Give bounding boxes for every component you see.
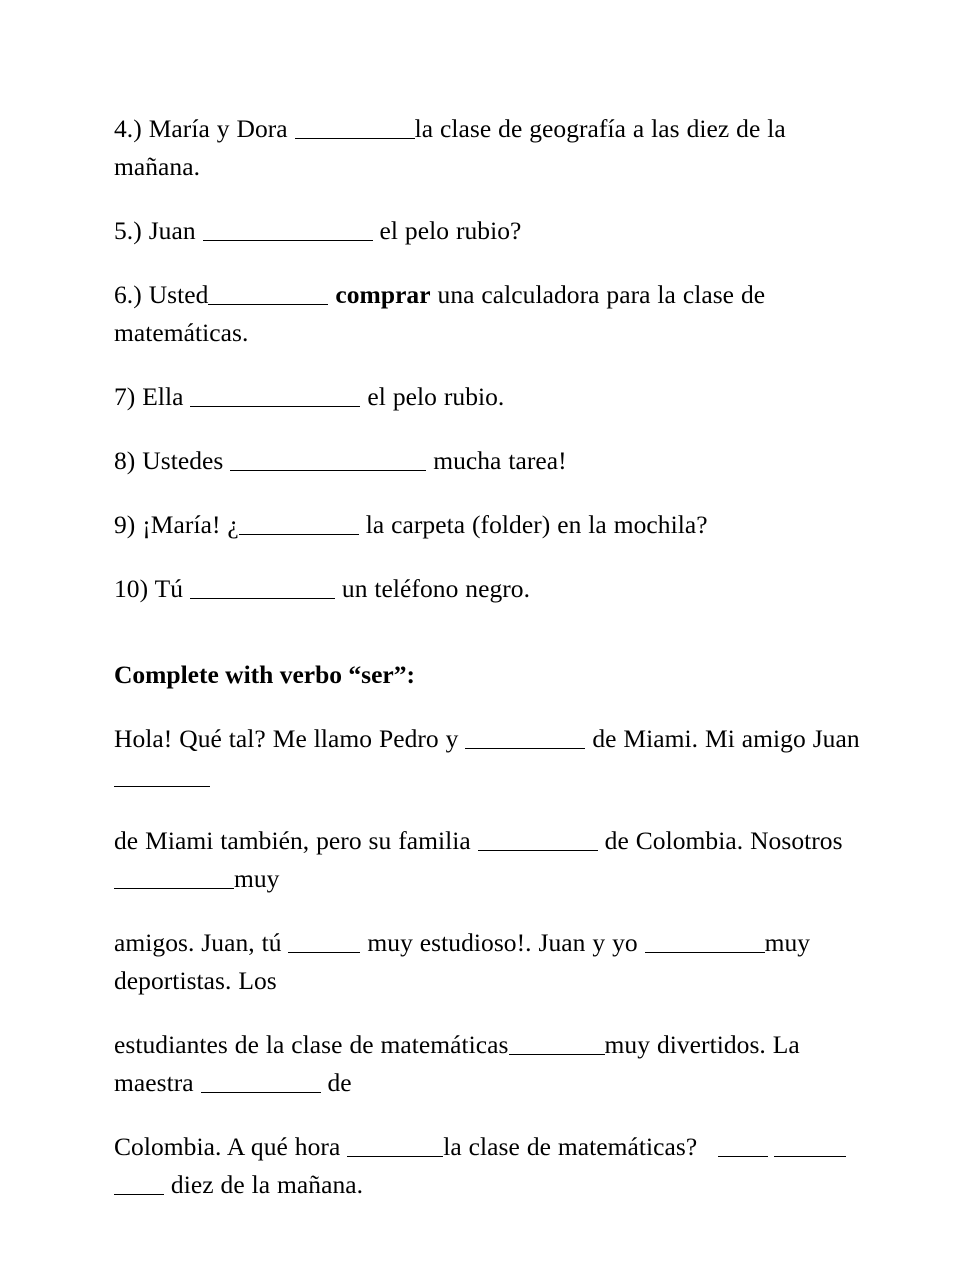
exercise-item-4 (114, 110, 866, 186)
document-body (114, 110, 866, 1204)
p2-text-c: muy (234, 864, 280, 893)
item-5-text-before: 5.) Juan (114, 216, 203, 245)
item-10-blank[interactable] (190, 574, 335, 598)
p1-text-b: de Miami. Mi amigo Juan (585, 724, 860, 753)
paragraph-line-4 (114, 1026, 866, 1102)
item-8-text-after: mucha tarea! (426, 446, 567, 475)
p2-text-b: de Colombia. Nosotros (597, 826, 843, 855)
item-10-text-after: un teléfono negro. (334, 574, 531, 603)
paragraph-line-5 (114, 1128, 866, 1204)
p4-blank-1[interactable] (509, 1030, 605, 1054)
section-heading-complete-with-ser: Complete with verbo “ser”: (114, 660, 415, 689)
p5-blank-2[interactable] (718, 1132, 768, 1156)
section-spacer (114, 634, 866, 656)
item-5-blank[interactable] (203, 216, 373, 240)
p2-blank-1[interactable] (478, 826, 598, 850)
paragraph-line-3 (114, 924, 866, 1000)
paragraph-line-1 (114, 720, 866, 796)
p4-text-a: estudiantes de la clase de matemáticas (114, 1030, 509, 1059)
p2-text-a: de Miami también, pero su familia (114, 826, 478, 855)
p1-blank-1[interactable] (465, 724, 585, 748)
item-9-text-after: la carpeta (folder) en la mochila? (358, 510, 708, 539)
item-4-text-before: 4.) María y Dora (114, 114, 295, 143)
exercise-item-6 (114, 276, 866, 352)
p3-text-c: muy deportistas. Los (114, 928, 811, 995)
p5-blank-1[interactable] (347, 1132, 443, 1156)
item-8-text-before: 8) Ustedes (114, 446, 231, 475)
item-4-blank[interactable] (295, 114, 415, 138)
p3-text-b: muy estudioso!. Juan y yo (360, 928, 645, 957)
item-9-text-before: 9) ¡María! ¿ (114, 510, 239, 539)
p4-blank-2[interactable] (201, 1068, 321, 1092)
item-4-text-after: la clase de geografía a las diez de la mañana. (114, 114, 786, 181)
p5-blank-3[interactable] (774, 1132, 846, 1156)
p5-blank-4[interactable] (114, 1170, 164, 1194)
p5-text-a: Colombia. A qué hora (114, 1132, 348, 1161)
item-6-verb-comprar: comprar (335, 280, 431, 309)
p3-blank-2[interactable] (645, 928, 765, 952)
item-5-text-after: el pelo rubio? (372, 216, 522, 245)
p3-text-a: amigos. Juan, tú (114, 928, 289, 957)
item-7-text-after: el pelo rubio. (360, 382, 505, 411)
item-6-text-before: 6.) Usted (114, 280, 209, 309)
exercise-item-7 (114, 378, 866, 416)
p1-text-a: Hola! Qué tal? Me llamo Pedro y (114, 724, 466, 753)
p5-text-b: la clase de matemáticas? (443, 1132, 705, 1161)
paragraph-line-2 (114, 822, 866, 898)
p5-text-c: diez de la mañana. (164, 1170, 364, 1199)
item-6-text-after: una calculadora para la clase de matemáticas. (114, 280, 766, 347)
p2-blank-2[interactable] (114, 864, 234, 888)
p4-text-b: muy divertidos. La maestra (114, 1030, 800, 1097)
exercise-item-5 (114, 212, 866, 250)
item-7-text-before: 7) Ella (114, 382, 191, 411)
item-9-blank[interactable] (239, 510, 359, 534)
item-6-blank[interactable] (208, 280, 328, 304)
exercise-item-10 (114, 570, 866, 608)
p3-blank-1[interactable] (288, 928, 360, 952)
item-7-blank[interactable] (190, 382, 360, 406)
item-8-blank[interactable] (230, 446, 426, 470)
exercise-item-9 (114, 506, 866, 544)
exercise-item-8 (114, 442, 866, 480)
p1-blank-2[interactable] (114, 762, 210, 786)
item-10-text-before: 10) Tú (114, 574, 190, 603)
p4-text-c: de (320, 1068, 352, 1097)
